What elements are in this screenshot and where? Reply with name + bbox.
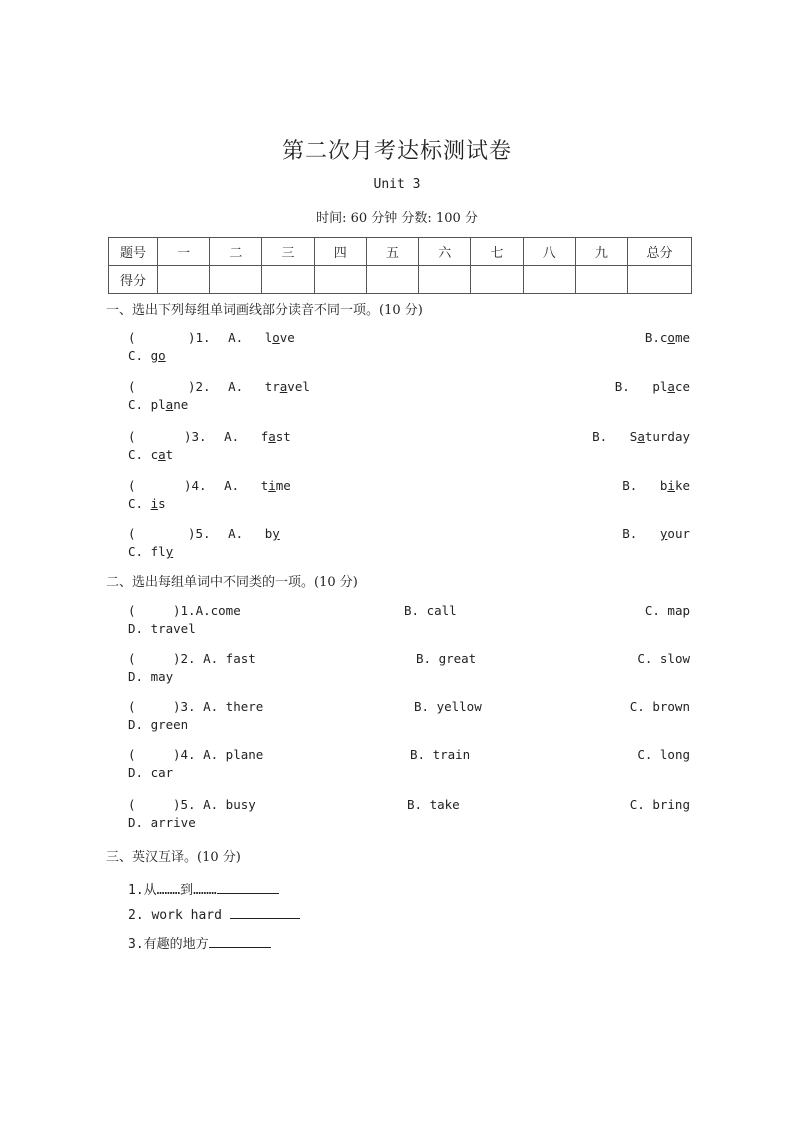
option-a-word: [265, 330, 295, 345]
underlined-letter: y: [165, 544, 174, 559]
unit-label: Unit 3: [373, 177, 421, 192]
s3-item-1: [128, 879, 279, 898]
option-a-label: A.: [224, 478, 240, 493]
score-input-cell[interactable]: [471, 266, 523, 294]
option-b-label: B.: [614, 379, 630, 394]
score-cell: 一: [158, 238, 210, 266]
option-b: [615, 379, 690, 394]
option-c: C. brown: [629, 699, 690, 714]
question-number: )3.: [184, 429, 207, 444]
word-part: me: [275, 478, 291, 493]
s1-question-1: [128, 330, 690, 366]
section3-heading: 三、英汉互译。(10 分): [106, 850, 241, 865]
answer-paren[interactable]: (: [128, 478, 136, 493]
answer-blank[interactable]: [230, 906, 300, 919]
word-part: ke: [674, 478, 690, 493]
score-table: [108, 237, 692, 294]
score-input-cell[interactable]: [523, 266, 575, 294]
word-part: vel: [287, 379, 310, 394]
word-part: pl: [652, 379, 668, 394]
word-part: t: [165, 447, 174, 462]
score-input-cell[interactable]: [366, 266, 418, 294]
question-number: )4.: [184, 478, 207, 493]
option-b: [645, 330, 690, 345]
word-part: our: [667, 526, 690, 541]
word-part: ce: [674, 379, 690, 394]
option-c: [128, 544, 173, 559]
option-b: B. yellow: [414, 699, 482, 714]
s2-question-1: [128, 603, 690, 639]
score-cell: 四: [314, 238, 366, 266]
section1-heading: 一、选出下列每组单词画线部分读音不同一项。(10 分): [106, 303, 423, 318]
underlined-letter: i: [667, 478, 675, 493]
word-part: st: [275, 429, 291, 444]
score-label-cell: 得分: [109, 266, 158, 294]
option-d: D. travel: [128, 621, 196, 636]
answer-paren[interactable]: (: [128, 699, 136, 714]
word-part: tr: [264, 379, 280, 394]
answer-paren[interactable]: (: [128, 526, 136, 541]
score-cell: 五: [366, 238, 418, 266]
word-part: c: [659, 330, 668, 345]
word-part: turday: [644, 429, 690, 444]
option-b-label: B.: [622, 478, 638, 493]
score-cell: 二: [210, 238, 262, 266]
answer-paren[interactable]: (: [128, 651, 136, 666]
option-b-label: B.: [644, 330, 660, 345]
question-stem: )3. A. there: [173, 699, 264, 714]
underlined-letter: y: [272, 526, 280, 541]
underlined-letter: a: [158, 447, 166, 462]
option-c-label: C.: [128, 348, 144, 363]
score-input-cell[interactable]: [419, 266, 471, 294]
s3-item-3: [128, 933, 271, 952]
option-c: [128, 447, 173, 462]
score-input-cell[interactable]: [575, 266, 627, 294]
underlined-letter: i: [268, 478, 276, 493]
word-part: fl: [150, 544, 166, 559]
word-part: b: [659, 478, 668, 493]
exam-title: 第二次月考达标测试卷: [281, 139, 512, 164]
word-part: ve: [279, 330, 295, 345]
option-c-label: C.: [128, 496, 144, 511]
option-b: B. great: [416, 651, 477, 666]
question-number: )2.: [188, 379, 211, 394]
option-a-word: [261, 429, 291, 444]
score-cell: 三: [262, 238, 314, 266]
option-b: [592, 429, 690, 444]
word-part: ne: [173, 397, 189, 412]
option-b-label: B.: [622, 526, 638, 541]
score-cell: 九: [575, 238, 627, 266]
s2-question-2: [128, 651, 690, 687]
option-d: D. arrive: [128, 815, 196, 830]
option-c: C. map: [644, 603, 690, 618]
score-table-score-row: [109, 266, 692, 294]
score-cell: 题号: [109, 238, 158, 266]
score-input-cell[interactable]: [262, 266, 314, 294]
item-text: 2. work hard: [128, 908, 230, 923]
word-part: t: [260, 478, 269, 493]
s1-question-4: [128, 478, 690, 514]
underlined-letter: a: [279, 379, 288, 394]
word-part: g: [150, 348, 159, 363]
option-d: D. may: [128, 669, 174, 684]
answer-paren[interactable]: (: [128, 797, 136, 812]
option-c: [128, 496, 166, 511]
answer-blank[interactable]: [217, 881, 279, 894]
s3-item-2: [128, 906, 300, 923]
question-stem: )2. A. fast: [173, 651, 256, 666]
answer-paren[interactable]: (: [128, 429, 136, 444]
word-part: S: [629, 429, 638, 444]
underlined-letter: a: [268, 429, 276, 444]
option-a-label: A.: [228, 379, 244, 394]
s1-question-2: [128, 379, 690, 415]
question-stem: )4. A. plane: [173, 747, 264, 762]
underlined-letter: y: [659, 526, 668, 541]
option-b-label: B.: [592, 429, 608, 444]
option-c: C. bring: [629, 797, 690, 812]
option-c: [128, 348, 166, 363]
word-part: s: [158, 496, 166, 511]
option-b: B. call: [404, 603, 457, 618]
option-b: [622, 526, 690, 541]
option-a-word: [261, 478, 291, 493]
option-c-label: C.: [128, 447, 144, 462]
option-c: C. slow: [637, 651, 690, 666]
s2-question-3: [128, 699, 690, 735]
score-input-cell[interactable]: [158, 266, 210, 294]
underlined-letter: a: [637, 429, 645, 444]
answer-blank[interactable]: [209, 935, 271, 948]
score-cell: 八: [523, 238, 575, 266]
option-b: [622, 478, 690, 493]
score-input-cell[interactable]: [210, 266, 262, 294]
word-part: l: [264, 330, 273, 345]
option-b: B. take: [407, 797, 460, 812]
option-a-word: [265, 379, 310, 394]
answer-paren[interactable]: (: [128, 379, 136, 394]
score-cell: 六: [419, 238, 471, 266]
s2-question-4: [128, 747, 690, 783]
question-stem: )5. A. busy: [173, 797, 256, 812]
item-text: 3.有趣的地方: [128, 937, 209, 952]
option-a-label: A.: [224, 429, 240, 444]
exam-meta: 时间: 60 分钟 分数: 100 分: [316, 211, 478, 226]
option-a-label: A.: [228, 526, 244, 541]
question-number: )1.: [188, 330, 211, 345]
underlined-letter: o: [667, 330, 675, 345]
answer-paren[interactable]: (: [128, 330, 136, 345]
score-cell: 七: [471, 238, 523, 266]
item-text: 1.从………到………: [128, 883, 217, 898]
word-part: pl: [150, 397, 166, 412]
s1-question-3: [128, 429, 690, 465]
word-part: f: [260, 429, 269, 444]
option-c: [128, 397, 188, 412]
question-number: )5.: [188, 526, 211, 541]
score-table-header-row: [109, 238, 692, 266]
word-part: me: [674, 330, 690, 345]
answer-paren[interactable]: (: [128, 603, 136, 618]
word-part: b: [264, 526, 273, 541]
underlined-letter: a: [667, 379, 675, 394]
option-c-label: C.: [128, 544, 144, 559]
option-c: C. long: [637, 747, 690, 762]
option-c-label: C.: [128, 397, 144, 412]
answer-paren[interactable]: (: [128, 747, 136, 762]
underlined-letter: a: [165, 397, 174, 412]
option-a-label: A.: [228, 330, 244, 345]
option-a-word: [265, 526, 280, 541]
s2-question-5: [128, 797, 690, 833]
word-part: c: [150, 447, 159, 462]
option-b: B. train: [410, 747, 471, 762]
section2-heading: 二、选出每组单词中不同类的一项。(10 分): [106, 575, 358, 590]
question-stem: )1.A.come: [173, 603, 241, 618]
underlined-letter: i: [150, 496, 159, 511]
score-input-cell[interactable]: [314, 266, 366, 294]
score-input-cell[interactable]: [628, 266, 692, 294]
option-d: D. car: [128, 765, 174, 780]
s1-question-5: [128, 526, 690, 562]
option-d: D. green: [128, 717, 189, 732]
underlined-letter: o: [272, 330, 280, 345]
score-cell: 总分: [628, 238, 692, 266]
underlined-letter: o: [158, 348, 166, 363]
